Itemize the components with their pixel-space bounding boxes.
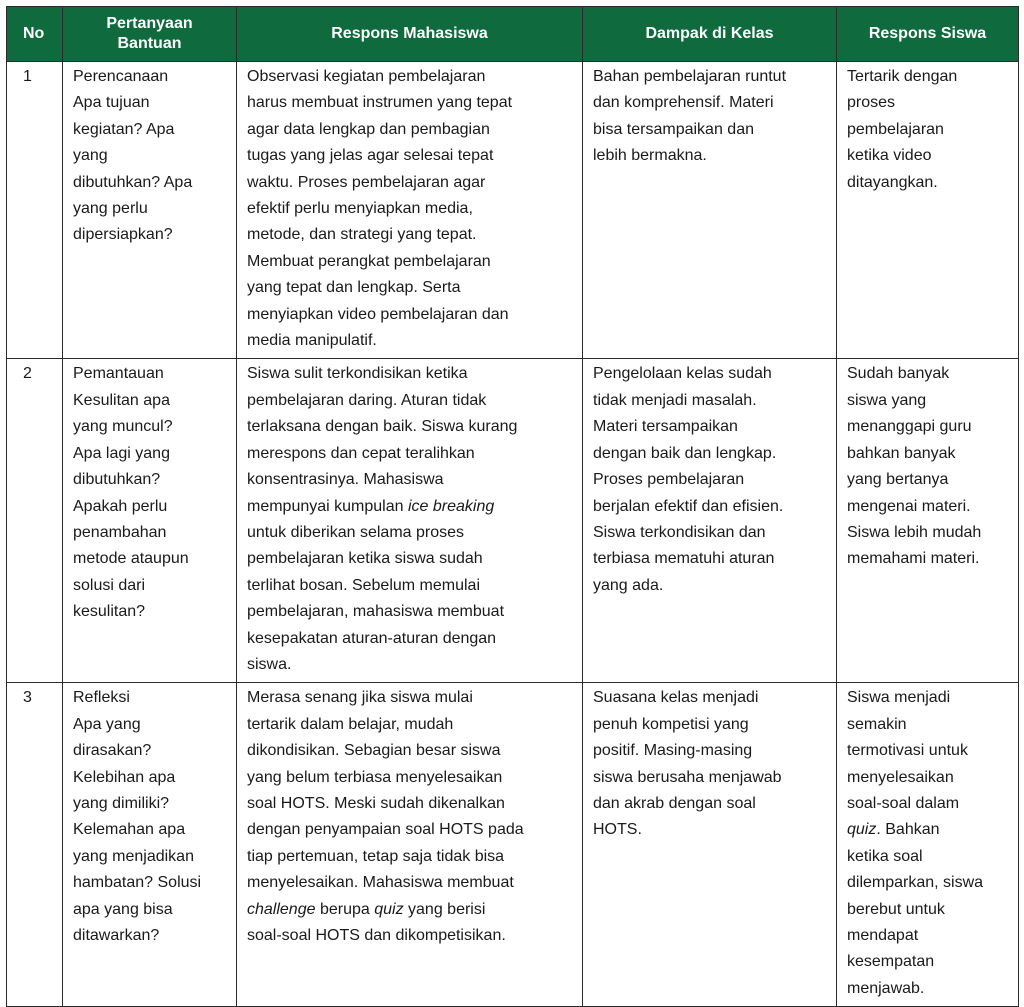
question-line: Refleksi <box>73 689 130 707</box>
table-row <box>7 683 1019 1007</box>
impact-line: tidak menjadi masalah. <box>593 391 757 409</box>
question-line: apa yang bisa <box>73 900 173 918</box>
response-line: terlaksana dengan baik. Siswa kurang <box>247 418 518 436</box>
response-line: menyelesaikan. Mahasiswa membuat <box>247 874 514 892</box>
row-number: 3 <box>7 683 63 1007</box>
response-line: pembelajaran daring. Aturan tidak <box>247 391 487 409</box>
student-text: . Bahkan <box>876 821 940 839</box>
impact-line: yang ada. <box>593 576 664 594</box>
response-line: merespons dan cepat teralihkan <box>247 444 475 462</box>
impact-line: HOTS. <box>593 821 642 839</box>
impact-line: penuh kompetisi yang <box>593 715 749 733</box>
response-line: media manipulatif. <box>247 332 377 350</box>
question-line: Kelebihan apa <box>73 768 176 786</box>
student-line: mengenai materi. <box>847 497 971 515</box>
response-line: dengan penyampaian soal HOTS pada <box>247 821 524 839</box>
header-class-impact: Dampak di Kelas <box>583 7 837 62</box>
student-line: ketika video <box>847 147 932 165</box>
response-cell <box>237 359 583 683</box>
impact-line: Proses pembelajaran <box>593 471 745 489</box>
response-cell <box>237 683 583 1007</box>
question-line: kesulitan? <box>73 603 146 621</box>
response-line: menyiapkan video pembelajaran dan <box>247 305 509 323</box>
response-line <box>247 494 572 520</box>
student-line: Tertarik dengan <box>847 68 958 85</box>
question-line: Kelemahan apa <box>73 821 186 839</box>
student-line: proses <box>847 94 896 112</box>
question-line: solusi dari <box>73 576 146 594</box>
impact-line: lebih bermakna. <box>593 147 707 165</box>
question-line: dibutuhkan? <box>73 471 161 489</box>
response-line: Merasa senang jika siswa mulai <box>247 689 473 707</box>
question-line: Kesulitan apa <box>73 391 170 409</box>
student-line: yang bertanya <box>847 471 949 489</box>
student-line: Siswa lebih mudah <box>847 523 982 541</box>
question-line: Apa lagi yang <box>73 444 170 462</box>
question-line: yang <box>73 147 108 165</box>
impact-cell <box>583 359 837 683</box>
question-cell <box>63 683 237 1007</box>
header-question-line1: Pertanyaan <box>106 15 193 32</box>
student-line: bahkan banyak <box>847 444 956 462</box>
student-response-cell <box>837 359 1019 683</box>
question-line: Apakah perlu <box>73 497 168 515</box>
response-line: tiap pertemuan, tetap saja tidak bisa <box>247 847 505 865</box>
impact-line: positif. Masing-masing <box>593 742 753 760</box>
student-line: Siswa menjadi <box>847 689 951 707</box>
student-response-cell <box>837 62 1019 359</box>
question-line: metode ataupun <box>73 550 189 568</box>
reflection-table <box>6 6 1019 1007</box>
response-italic-term: ice breaking <box>407 497 495 515</box>
question-line: yang perlu <box>73 200 148 218</box>
impact-line: bisa tersampaikan dan <box>593 120 754 138</box>
student-line: mendapat <box>847 927 919 944</box>
response-text: yang berisi <box>403 900 486 918</box>
response-line: siswa. <box>247 655 292 673</box>
response-line: tugas yang jelas agar selesai tepat <box>247 147 494 165</box>
student-line: soal-soal dalam <box>847 794 960 812</box>
response-line: metode, dan strategi yang tepat. <box>247 226 477 244</box>
impact-line: Suasana kelas menjadi <box>593 689 759 707</box>
response-line: dikondisikan. Sebagian besar siswa <box>247 742 501 760</box>
response-line: pembelajaran ketika siswa sudah <box>247 550 483 568</box>
question-line: yang muncul? <box>73 418 173 436</box>
response-line: Observasi kegiatan pembelajaran <box>247 68 486 85</box>
header-question-line2: Bantuan <box>117 35 182 52</box>
impact-line: Materi tersampaikan <box>593 418 738 436</box>
row-number: 1 <box>7 62 63 359</box>
table-header <box>7 7 1019 62</box>
question-line: dipersiapkan? <box>73 226 173 244</box>
question-line: dirasakan? <box>73 742 152 760</box>
table-row <box>7 359 1019 683</box>
impact-line: Bahan pembelajaran runtut <box>593 68 787 85</box>
student-line: menyelesaikan <box>847 768 954 786</box>
question-line: kegiatan? Apa <box>73 120 175 138</box>
response-italic-term: challenge <box>247 900 316 918</box>
impact-line: siswa berusaha menjawab <box>593 768 782 786</box>
header-row <box>7 7 1019 62</box>
student-line: menanggapi guru <box>847 418 972 436</box>
response-line <box>247 897 572 923</box>
question-line: yang menjadikan <box>73 847 194 865</box>
response-line: soal-soal HOTS dan dikompetisikan. <box>247 927 506 944</box>
response-text: berupa <box>315 900 375 918</box>
student-line: siswa yang <box>847 391 927 409</box>
question-line: ditawarkan? <box>73 927 160 944</box>
student-line: termotivasi untuk <box>847 742 968 760</box>
response-line: Membuat perangkat pembelajaran <box>247 252 491 270</box>
header-no: No <box>7 7 63 62</box>
impact-line: dengan baik dan lengkap. <box>593 444 777 462</box>
response-line: kesepakatan aturan-aturan dengan <box>247 629 497 647</box>
student-line: semakin <box>847 715 907 733</box>
impact-cell <box>583 683 837 1007</box>
student-line: memahami materi. <box>847 550 980 568</box>
response-line: konsentrasinya. Mahasiswa <box>247 471 444 489</box>
response-line: soal HOTS. Meski sudah dikenalkan <box>247 794 505 812</box>
question-line: Apa tujuan <box>73 94 150 112</box>
response-line: pembelajaran, mahasiswa membuat <box>247 603 505 621</box>
impact-line: Pengelolaan kelas sudah <box>593 365 772 383</box>
student-line <box>847 817 1008 843</box>
response-line: yang tepat dan lengkap. Serta <box>247 279 461 297</box>
question-line: Apa yang <box>73 715 141 733</box>
student-line: berebut untuk <box>847 900 945 918</box>
header-question <box>63 7 237 62</box>
response-italic-term: quiz <box>374 900 404 918</box>
response-line: Siswa sulit terkondisikan ketika <box>247 365 468 383</box>
question-line: dibutuhkan? Apa <box>73 173 193 191</box>
response-cell <box>237 62 583 359</box>
response-line: efektif perlu menyiapkan media, <box>247 200 473 218</box>
table-row <box>7 62 1019 359</box>
question-line: Perencanaan <box>73 68 169 85</box>
question-line: Pemantauan <box>73 365 164 383</box>
student-line: kesempatan <box>847 953 935 971</box>
response-line: terlihat bosan. Sebelum memulai <box>247 576 481 594</box>
response-line: waktu. Proses pembelajaran agar <box>247 173 486 191</box>
question-line: yang dimiliki? <box>73 794 170 812</box>
student-line: dilemparkan, siswa <box>847 874 984 892</box>
header-student-teacher-response: Respons Mahasiswa <box>237 7 583 62</box>
response-text: mempunyai kumpulan <box>247 497 408 515</box>
question-line: hambatan? Solusi <box>73 874 202 892</box>
impact-line: dan komprehensif. Materi <box>593 94 774 112</box>
question-cell <box>63 62 237 359</box>
header-student-response: Respons Siswa <box>837 7 1019 62</box>
student-line: Sudah banyak <box>847 365 950 383</box>
student-line: menjawab. <box>847 979 925 997</box>
student-line: pembelajaran <box>847 120 944 138</box>
student-response-cell <box>837 683 1019 1007</box>
question-cell <box>63 359 237 683</box>
impact-line: Siswa terkondisikan dan <box>593 523 766 541</box>
response-line: harus membuat instrumen yang tepat <box>247 94 513 112</box>
response-line: tertarik dalam belajar, mudah <box>247 715 454 733</box>
impact-line: berjalan efektif dan efisien. <box>593 497 784 515</box>
student-italic-term: quiz <box>847 821 877 839</box>
response-line: agar data lengkap dan pembagian <box>247 120 490 138</box>
question-line: penambahan <box>73 523 167 541</box>
student-line: ketika soal <box>847 847 923 865</box>
row-number: 2 <box>7 359 63 683</box>
student-line: ditayangkan. <box>847 173 938 191</box>
impact-line: terbiasa mematuhi aturan <box>593 550 775 568</box>
table-body <box>7 62 1019 1007</box>
response-line: untuk diberikan selama proses <box>247 523 465 541</box>
impact-cell <box>583 62 837 359</box>
response-line: yang belum terbiasa menyelesaikan <box>247 768 503 786</box>
impact-line: dan akrab dengan soal <box>593 794 756 812</box>
